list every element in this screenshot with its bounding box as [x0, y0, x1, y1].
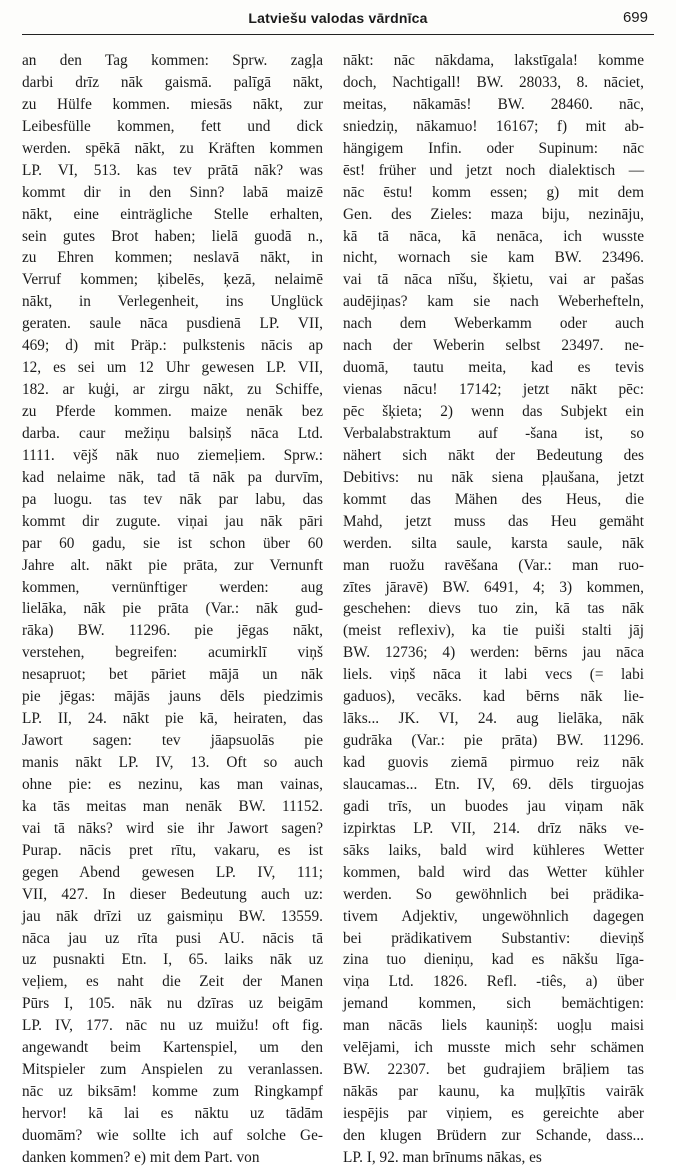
text-line: Mahd, jetzt muss das Heu gemäht [343, 512, 644, 530]
text-line: bei prädikativem Substantiv: dieviņš [343, 929, 644, 947]
text-line: BW. 12736; 4) werden: bērns jau nāca [343, 644, 644, 662]
text-line: lāks... JK. VI, 24. aug lielāka, nāk [343, 710, 644, 728]
text-line: geraten. saule nāca pusdienā LP. VII, [22, 315, 323, 333]
text-line: kommt dir zugute. viņai jau nāk pāri [22, 512, 323, 530]
text-line: hängigem Infin. oder Supinum: nāc [343, 139, 644, 157]
text-line: pa luogu. tas tev nāk par labu, das [22, 490, 323, 508]
text-line: sāks laiks, bald wird kühleres Wetter [343, 841, 644, 859]
text-line: zītes jāravē) BW. 6491, 4; 3) kommen, [343, 578, 644, 596]
text-line: izpirktas LP. VII, 214. drīz nāks ve- [343, 819, 644, 837]
text-line: LP. II, 24. nākt pie kā, heiraten, das [22, 710, 323, 728]
text-line: ohne pie: es nezinu, kas man vainas, [22, 775, 323, 793]
text-line: nāca jau uz rīta pusi AU. nācis tā [22, 929, 323, 947]
text-line: LP. VI, 513. kas tev prātā nāk? was [22, 161, 323, 179]
text-line: uz pusnakti Etn. I, 65. laiks nāk uz [22, 951, 323, 969]
text-line: liels. viņš nāca it labi vecs (= labi [343, 666, 644, 684]
text-line: Purap. nācis pret rītu, vakaru, es ist [22, 841, 323, 859]
text-line: ēst! früher und jetzt noch dialektisch — [343, 161, 644, 179]
text-line: lielāka, nāk pie prāta (Var.: nāk gud- [22, 600, 323, 618]
right-column [343, 50, 644, 1169]
text-line: 469; d) mit Präp.: pulkstenis nācis ap [22, 337, 323, 355]
left-column [22, 50, 323, 1169]
text-line: Jahre alt. nākt pie prāta, zur Vernunft [22, 556, 323, 574]
text-line: audējiņas? kam sie nach Weberhefteln, [343, 293, 644, 311]
text-line: man nācās liels kauniņš: uogļu maisi [343, 1017, 644, 1035]
text-line: nach der Weberin selbst 23497. ne- [343, 337, 644, 355]
text-line: Jawort sagen: tev jāapsuolās pie [22, 732, 323, 750]
text-line: nākās par kaunu, ka muļķītis vairāk [343, 1083, 644, 1101]
page-header [22, 8, 654, 34]
text-line: duomā, tautu meita, kad es tevis [343, 359, 644, 377]
text-line: Verbalabstraktum auf -šana ist, so [343, 424, 644, 442]
text-line: 12, es sei um 12 Uhr gewesen LP. VII, [22, 359, 323, 377]
text-line: Debitivs: nu nāk siena pļaušana, jetzt [343, 468, 644, 486]
text-line: vai tā nāca nīšu, šķietu, vai ar pašas [343, 271, 644, 289]
text-line: par 60 gadu, sie ist schon über 60 [22, 534, 323, 552]
text-line: VII, 427. In dieser Bedeutung auch uz: [22, 885, 323, 903]
text-line: Pūrs I, 105. nāk nu dzīras uz beigām [22, 995, 323, 1013]
text-line: Mitspieler zum Anspielen zu veranlassen. [22, 1061, 323, 1079]
text-line: LP. I, 92. man brīnums nākas, es [343, 1148, 542, 1166]
text-line: verstehen, begreifen: acumirklī viņš [22, 644, 323, 662]
text-line: LP. IV, 177. nāc nu uz muižu! oft fig. [22, 1017, 323, 1035]
page-number: 699 [622, 9, 648, 26]
text-line: ka tās meitas man nenāk BW. 11152. [22, 797, 323, 815]
text-line: jemand kommen, sich bemächtigen: [343, 995, 644, 1013]
text-line: kā tā nāca, kā nenāca, ich wusste [343, 227, 644, 245]
text-line: hervor! kā lai es nāktu uz tādām [22, 1105, 323, 1122]
text-line: werden. silta saule, karsta saule, nāk [343, 534, 644, 552]
text-line: darbi drīz nāk gaismā. palīgā nākt, [22, 73, 323, 91]
text-line: danken kommen? e) mit dem Part. von [22, 1148, 260, 1166]
text-line: Verruf kommen; ķibelēs, ķezā, nelaimē [22, 271, 323, 289]
text-line: nāc ēstu! komm essen; g) mit dem [343, 183, 644, 201]
text-line: manis nākt LP. IV, 13. Oft so auch [22, 754, 323, 771]
text-line: gudrāka (Var.: pie prāta) BW. 11296. [343, 732, 644, 750]
text-line: (meist reflexiv), ka tie puiši stalti jāj [343, 622, 644, 640]
text-line: kommt das Mähen des Heus, die [343, 490, 644, 508]
text-line: werden. spēkā nākt, zu Kräften kommen [22, 139, 323, 157]
text-line: pie jēgas: mājās jauns dēls piedzimis [22, 688, 323, 706]
text-line: nesapruot; bet pāriet mājā un nāk [22, 666, 323, 684]
text-line: sein gutes Brot haben; lielā guodā n., [22, 227, 323, 245]
text-line: den klugen Brüdern zur Schande, dass... [343, 1126, 644, 1144]
text-line: kommt dir in den Sinn? labā maizē [22, 183, 323, 201]
text-line: gadi trīs, un buodes jau viņam nāk [343, 797, 644, 815]
text-line: zina tuo dieniņu, kad es nākšu līga- [343, 951, 644, 969]
text-line: pēc šķieta; 2) wenn das Subjekt ein [343, 403, 644, 420]
text-line: slaucamas... Etn. IV, 69. dēls tirguojas [343, 775, 644, 793]
text-line: kommen, bald wird das Wetter kühler [343, 863, 644, 881]
text-line: duomām? wie sollte ich auf solche Ge- [22, 1126, 323, 1144]
text-line: nākt, in Verlegenheit, ins Unglück [22, 293, 323, 311]
text-line: zu Pferde kommen. maize nenāk bez [22, 403, 323, 420]
text-line: kommen, vernünftiger werden: aug [22, 578, 323, 596]
text-line: an den Tag kommen: Sprw. zagļa [22, 52, 323, 69]
text-line: angewandt beim Kartenspiel, um den [22, 1039, 323, 1057]
text-line: meitas, nākamās! BW. 28460. nāc, [343, 95, 644, 113]
text-line: BW. 22307. bet gudrajiem brāļiem tas [343, 1061, 644, 1079]
text-line: geschehen: dievs tuo zin, kā tas nāk [343, 600, 644, 618]
text-line: vai tā nāks? wird sie ihr Jawort sagen? [22, 819, 323, 837]
text-line: kad guovis ziemā pirmuo reiz nāk [343, 754, 644, 771]
text-line: nicht, wornach sie kam BW. 23496. [343, 249, 644, 267]
text-line: doch, Nachtigall! BW. 28033, 8. nāciet, [343, 73, 644, 91]
text-line: nākt, eine einträgliche Stelle erhalten, [22, 205, 323, 223]
text-line: zu Hülfe kommen. miesās nākt, zur [22, 95, 323, 113]
text-line: werden. So gewöhnlich bei prädika- [343, 885, 644, 903]
text-line: zu Ehren kommen; neslavā nākt, in [22, 249, 323, 267]
text-line: vienas nācu! 17142; jetzt nākt pēc: [343, 381, 644, 399]
header-rule [22, 34, 654, 35]
text-line: gegen Abend gewesen LP. IV, 111; [22, 863, 323, 881]
text-line: tivem Adjektiv, ungewöhnlich dagegen [343, 907, 644, 925]
text-line: jau nāk drīzi uz gaismiņu BW. 13559. [22, 907, 323, 925]
text-line: iespējis par viņiem, es gereichte aber [343, 1105, 644, 1122]
text-line: sniedziņ, nākamuo! 16167; f) mit ab- [343, 117, 644, 135]
text-line: rāka) BW. 11296. pie jēgas nākt, [22, 622, 323, 640]
text-line: 1111. vējš nāk nuo ziemeļiem. Sprw.: [22, 446, 323, 464]
text-line: Leibesfülle kommen, fett und dick [22, 117, 323, 135]
text-line: nāc uz biksām! komme zum Ringkampf [22, 1083, 323, 1101]
text-line: nākt: nāc nākdama, lakstīgala! komme [343, 52, 644, 69]
text-line: 182. ar kuģi, ar zirgu nākt, zu Schiffe, [22, 381, 323, 399]
text-line: nähert sich nākt der Bedeutung des [343, 446, 644, 464]
text-line: veļiem, es naht die Zeit der Manen [22, 973, 323, 991]
text-line: nach dem Weberkamm oder auch [343, 315, 644, 333]
page-title: Latviešu valodas vārdnīca [248, 10, 428, 26]
text-line: viņa Ltd. 1826. Refl. -tiês, a) über [343, 973, 644, 991]
text-line: kad nelaime nāk, tad tā nāk pa durvīm, [22, 468, 323, 486]
text-line: velējami, ich musste mich sehr schämen [343, 1039, 644, 1057]
text-line: darba. caur mežiņu balsiņš nāca Ltd. [22, 424, 323, 442]
text-line: Gen. des Zieles: maza biju, nezināju, [343, 205, 644, 223]
text-line: gaduos), vecāks. kad bērns nāk lie- [343, 688, 644, 706]
text-line: man ruožu ravēšana (Var.: man ruo- [343, 556, 644, 574]
